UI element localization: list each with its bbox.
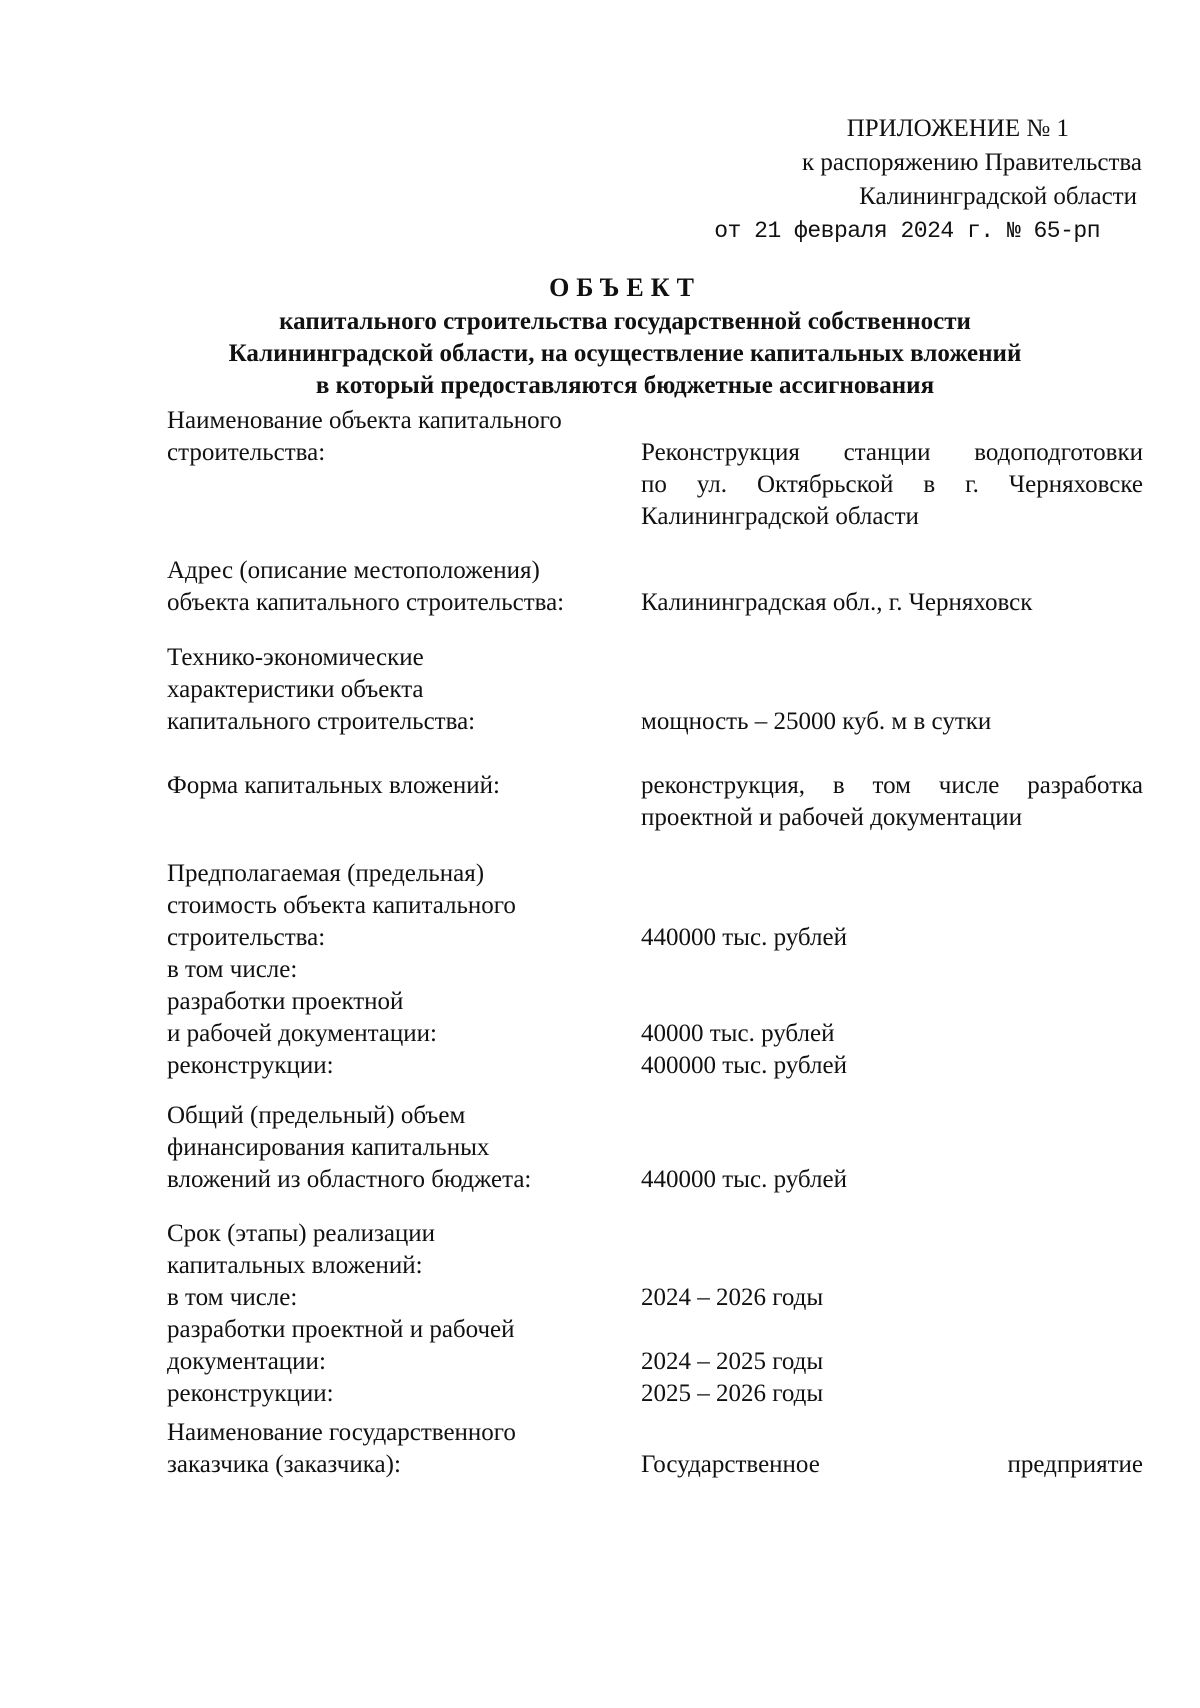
appendix-header	[622, 112, 1142, 248]
field-label: Наименование государственного заказчика (заказчика):	[167, 1419, 516, 1478]
field-value	[641, 1282, 1143, 1314]
cost-design: 40000 тыс. рублей	[641, 1020, 835, 1047]
field-label: Технико-экономические характеристики объекта капитального строительства:	[167, 644, 476, 735]
customer-word: предприятие	[1007, 1451, 1143, 1478]
field-value	[641, 1449, 1143, 1481]
cost-total: 440000 тыс. рублей	[641, 924, 847, 951]
field-label: Форма капитальных вложений:	[167, 772, 500, 799]
field-value: реконструкция, в том числе разработка проектной и рабочей документации	[641, 772, 1143, 831]
title-line: капитального строительства государственной собственности	[279, 308, 971, 335]
appendix-date-number: от 21 февраля 2024 г. № 65-рп	[714, 218, 1100, 244]
title-heading: ОБЪЕКТ	[549, 273, 701, 302]
field-value	[641, 1346, 1143, 1410]
term-total: 2024 – 2026 годы	[641, 1284, 824, 1311]
field-value: Калининградская обл., г. Черняховск	[641, 589, 1033, 616]
appendix-order-line: к распоряжению Правительства	[801, 149, 1142, 176]
field-label: Наименование объекта капитального строительства:	[167, 407, 562, 466]
field-value	[641, 1018, 1143, 1082]
term-reconstruction: 2025 – 2026 годы	[641, 1380, 824, 1407]
field-value: мощность – 25000 куб. м в сутки	[641, 708, 992, 735]
title-line: в который предоставляются бюджетные ассигнования	[315, 372, 935, 399]
field-label: Срок (этапы) реализации капитальных вложений: в том числе: разработки проектной и рабочей документации: реконструкции:	[167, 1220, 515, 1407]
field-label: Общий (предельный) объем финансирования капитальных вложений из областного бюджета:	[167, 1102, 532, 1193]
cost-reconstruction: 400000 тыс. рублей	[641, 1052, 847, 1079]
appendix-region-line: Калининградской области	[859, 183, 1137, 210]
document-title	[150, 272, 1100, 402]
customer-word: Государственное	[641, 1451, 820, 1478]
field-label: Предполагаемая (предельная) стоимость объекта капитального строительства: в том числе: разработки проектной и рабочей документации: реконструкции:	[167, 860, 516, 1079]
term-design: 2024 – 2025 годы	[641, 1348, 824, 1375]
field-value: 440000 тыс. рублей	[641, 1166, 847, 1193]
field-value: Реконструкция станции водоподготовки по ул. Октябрьской в г. Черняховске Калининградской области	[641, 439, 1143, 530]
field-label: Адрес (описание местоположения) объекта капитального строительства:	[167, 557, 565, 616]
title-line: Калининградской области, на осуществление капитальных вложений	[228, 340, 1022, 367]
appendix-number: ПРИЛОЖЕНИЕ № 1	[846, 115, 1069, 142]
field-value	[641, 922, 1143, 954]
